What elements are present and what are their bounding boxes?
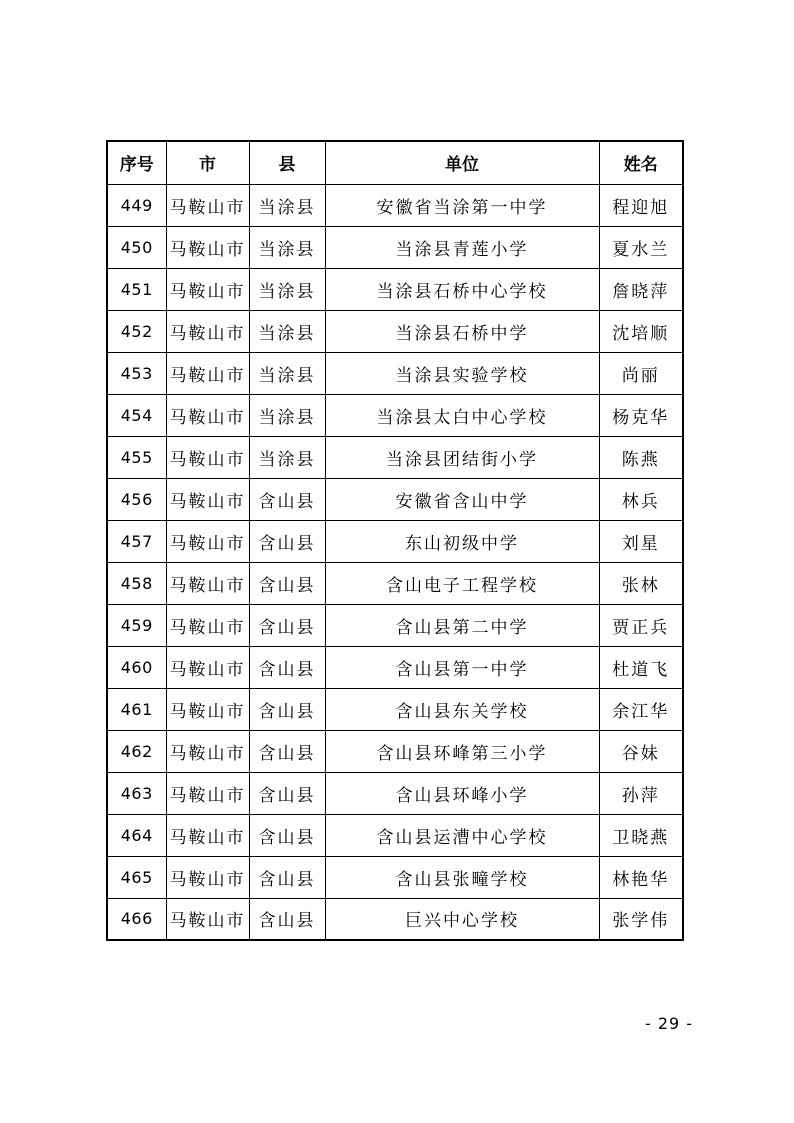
roster-table	[106, 140, 684, 941]
cell-seq: 456	[107, 478, 166, 520]
cell-seq: 460	[107, 646, 166, 688]
header-unit: 单位	[325, 141, 599, 184]
cell-name: 沈培顺	[599, 310, 683, 352]
cell-name: 杜道飞	[599, 646, 683, 688]
table-row	[107, 478, 683, 520]
cell-name: 詹晓萍	[599, 268, 683, 310]
table-row	[107, 772, 683, 814]
cell-seq: 455	[107, 436, 166, 478]
table-row	[107, 394, 683, 436]
cell-seq: 458	[107, 562, 166, 604]
cell-county: 当涂县	[249, 436, 325, 478]
table-row	[107, 268, 683, 310]
cell-city: 马鞍山市	[166, 898, 249, 940]
cell-unit: 巨兴中心学校	[325, 898, 599, 940]
cell-city: 马鞍山市	[166, 226, 249, 268]
cell-seq: 464	[107, 814, 166, 856]
cell-county: 当涂县	[249, 394, 325, 436]
header-county: 县	[249, 141, 325, 184]
cell-seq: 454	[107, 394, 166, 436]
cell-unit: 当涂县青莲小学	[325, 226, 599, 268]
cell-city: 马鞍山市	[166, 394, 249, 436]
cell-county: 当涂县	[249, 268, 325, 310]
cell-seq: 462	[107, 730, 166, 772]
cell-county: 含山县	[249, 520, 325, 562]
cell-county: 含山县	[249, 646, 325, 688]
cell-seq: 465	[107, 856, 166, 898]
cell-name: 孙萍	[599, 772, 683, 814]
cell-unit: 安徽省含山中学	[325, 478, 599, 520]
cell-county: 含山县	[249, 898, 325, 940]
cell-unit: 含山县第一中学	[325, 646, 599, 688]
cell-city: 马鞍山市	[166, 688, 249, 730]
cell-name: 余江华	[599, 688, 683, 730]
cell-city: 马鞍山市	[166, 814, 249, 856]
cell-city: 马鞍山市	[166, 730, 249, 772]
cell-name: 陈燕	[599, 436, 683, 478]
cell-city: 马鞍山市	[166, 352, 249, 394]
cell-city: 马鞍山市	[166, 520, 249, 562]
cell-county: 当涂县	[249, 226, 325, 268]
header-name: 姓名	[599, 141, 683, 184]
table-row	[107, 856, 683, 898]
header-city: 市	[166, 141, 249, 184]
cell-city: 马鞍山市	[166, 646, 249, 688]
cell-unit: 含山电子工程学校	[325, 562, 599, 604]
cell-seq: 450	[107, 226, 166, 268]
cell-city: 马鞍山市	[166, 184, 249, 226]
cell-unit: 含山县东关学校	[325, 688, 599, 730]
table-row	[107, 688, 683, 730]
cell-seq: 457	[107, 520, 166, 562]
cell-name: 卫晓燕	[599, 814, 683, 856]
cell-seq: 461	[107, 688, 166, 730]
cell-name: 林兵	[599, 478, 683, 520]
cell-seq: 459	[107, 604, 166, 646]
table-row	[107, 520, 683, 562]
cell-unit: 当涂县太白中心学校	[325, 394, 599, 436]
cell-city: 马鞍山市	[166, 310, 249, 352]
header-row	[107, 141, 683, 184]
cell-unit: 当涂县石桥中学	[325, 310, 599, 352]
cell-city: 马鞍山市	[166, 772, 249, 814]
cell-city: 马鞍山市	[166, 856, 249, 898]
cell-county: 含山县	[249, 562, 325, 604]
cell-name: 尚丽	[599, 352, 683, 394]
cell-unit: 含山县环峰第三小学	[325, 730, 599, 772]
cell-seq: 451	[107, 268, 166, 310]
table-body	[107, 184, 683, 940]
cell-county: 含山县	[249, 478, 325, 520]
cell-name: 张林	[599, 562, 683, 604]
cell-unit: 当涂县团结街小学	[325, 436, 599, 478]
header-seq: 序号	[107, 141, 166, 184]
cell-unit: 东山初级中学	[325, 520, 599, 562]
cell-unit: 含山县第二中学	[325, 604, 599, 646]
cell-city: 马鞍山市	[166, 562, 249, 604]
cell-seq: 466	[107, 898, 166, 940]
cell-name: 刘星	[599, 520, 683, 562]
cell-county: 含山县	[249, 730, 325, 772]
cell-unit: 含山县环峰小学	[325, 772, 599, 814]
table-row	[107, 436, 683, 478]
table-header	[107, 141, 683, 184]
cell-name: 杨克华	[599, 394, 683, 436]
table-row	[107, 226, 683, 268]
page-number: - 29 -	[644, 1014, 694, 1033]
table-row	[107, 898, 683, 940]
cell-seq: 452	[107, 310, 166, 352]
cell-seq: 449	[107, 184, 166, 226]
cell-county: 当涂县	[249, 310, 325, 352]
cell-name: 程迎旭	[599, 184, 683, 226]
table-row	[107, 814, 683, 856]
cell-county: 含山县	[249, 772, 325, 814]
table-row	[107, 310, 683, 352]
cell-name: 张学伟	[599, 898, 683, 940]
cell-county: 含山县	[249, 688, 325, 730]
cell-unit: 含山县运漕中心学校	[325, 814, 599, 856]
table-row	[107, 646, 683, 688]
cell-seq: 453	[107, 352, 166, 394]
cell-city: 马鞍山市	[166, 436, 249, 478]
cell-city: 马鞍山市	[166, 268, 249, 310]
cell-seq: 463	[107, 772, 166, 814]
cell-unit: 含山县张疃学校	[325, 856, 599, 898]
cell-county: 含山县	[249, 856, 325, 898]
cell-city: 马鞍山市	[166, 478, 249, 520]
cell-city: 马鞍山市	[166, 604, 249, 646]
cell-county: 当涂县	[249, 352, 325, 394]
cell-name: 夏水兰	[599, 226, 683, 268]
cell-name: 贾正兵	[599, 604, 683, 646]
table-row	[107, 352, 683, 394]
table-row	[107, 184, 683, 226]
cell-county: 当涂县	[249, 184, 325, 226]
table-row	[107, 730, 683, 772]
table-row	[107, 562, 683, 604]
cell-unit: 当涂县实验学校	[325, 352, 599, 394]
cell-unit: 安徽省当涂第一中学	[325, 184, 599, 226]
cell-unit: 当涂县石桥中心学校	[325, 268, 599, 310]
cell-county: 含山县	[249, 604, 325, 646]
cell-county: 含山县	[249, 814, 325, 856]
table-row	[107, 604, 683, 646]
cell-name: 林艳华	[599, 856, 683, 898]
cell-name: 谷妹	[599, 730, 683, 772]
